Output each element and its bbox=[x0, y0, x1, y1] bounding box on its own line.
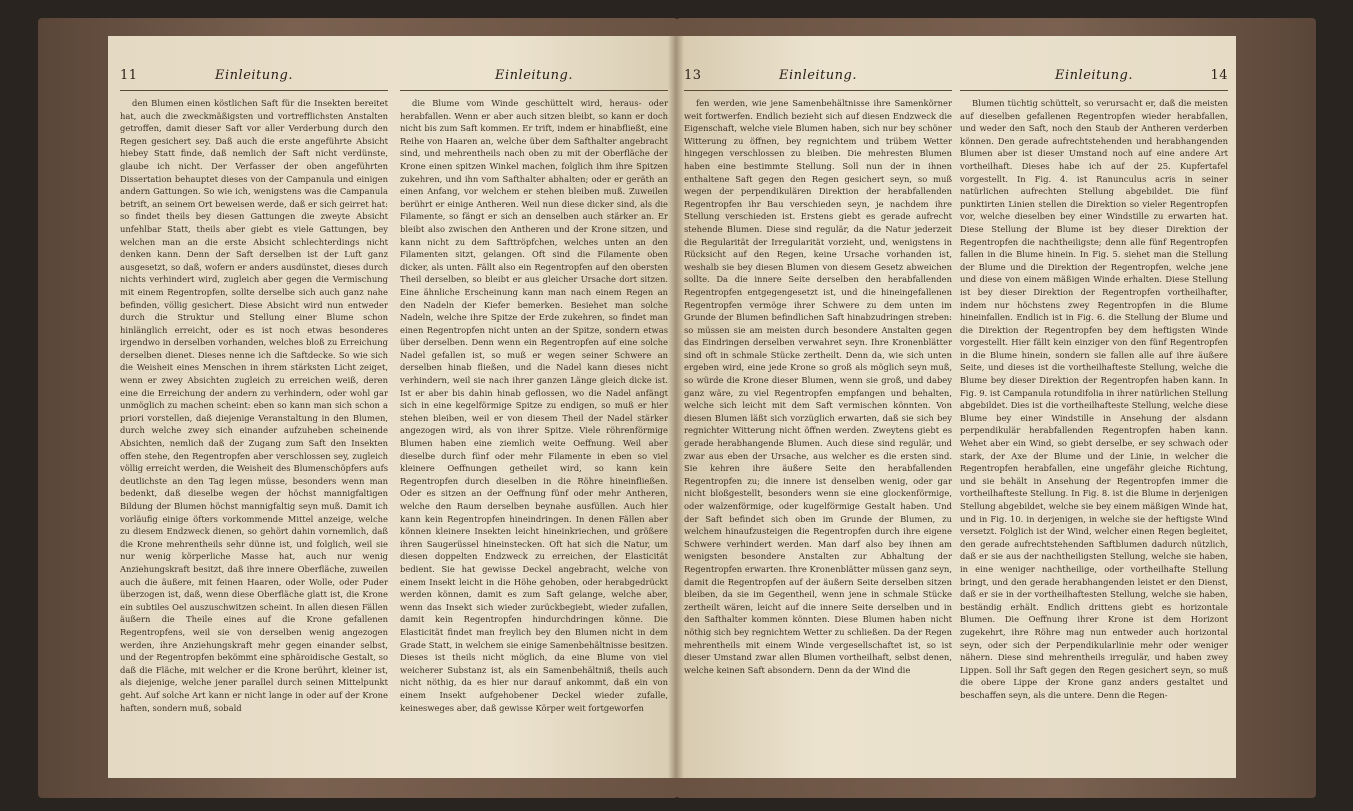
book-gutter bbox=[668, 36, 684, 778]
running-head bbox=[400, 62, 668, 88]
page-number: 11 bbox=[120, 67, 138, 83]
page-body bbox=[120, 97, 388, 745]
page-header: Einleitung. bbox=[495, 67, 573, 83]
page-header: Einleitung. bbox=[1055, 67, 1133, 83]
page-number: 13 bbox=[684, 67, 702, 83]
page-body bbox=[684, 97, 952, 745]
running-head bbox=[960, 62, 1228, 88]
body-text: Blumen tüchtig schüttelt, so verursacht er, daß die meisten auf dieselben gefallenen Regentropfen wieder herabfallen, und weder den Saft, noch den Staub der Antheren verderben können. Den gerade aufrechtstehenden und herabhangenden Blumen aber ist dieser Umstand noch auf eine andere Art vortheilhaft. Dieses habe ich auf der 25. Kupfertafel vorgestellt. In Fig. 4. ist Ranunculus acris in seiner natürlichen aufrechten Stellung abgebildet. Die fünf punktirten Linien stellen die Direktion so vieler Regentropfen vor, welche dieselben bey einer Windstille zu erwarten hat. Diese Stellung der Blume ist bey dieser Direktion der Regentropfen die nachtheiligste; denn alle fünf Regentropfen fallen in die Blume hinein. In Fig. 5. siehet man die Stellung der Blume und die Direktion der Regentropfen, welche jene und diese von einem mäßigen Winde erhalten. Diese Stellung ist bey dieser Direktion der Regentropfen vortheilhafter, indem nur höchstens zwey Regentropfen in die Blume hineinfallen. Endlich ist in Fig. 6. die Stellung der Blume und die Direktion der Regentropfen bey dem heftigsten Winde vorgestellt. Hier fällt kein einziger von den fünf Regentropfen in die Blume hinein, sondern sie fallen alle auf ihre äußere Seite, und dieses ist die vortheilhafteste Stellung, welche die Blume bey dieser Direktion der Regentropfen haben kann. In Fig. 9. ist Campanula rotundifolia in ihrer natürlichen Stellung abgebildet. Dies ist die vortheilhafteste Stellung, welche diese Blume bey einer Windstille in Ansehung der alsdann perpendikulär herabfallenden Regentropfen haben kann. Wehet aber ein Wind, so giebt derselbe, er sey schwach oder stark, der Axe der Blume und der Linie, in welcher die Regentropfen herabfallen, eine ungefähr gleiche Richtung, und sie behält in Ansehung der Regentropfen immer die vortheilhafteste Stellung. In Fig. 8. ist die Blume in derjenigen Stellung abgebildet, welche sie bey einem mäßigen Winde hat, und in Fig. 10. in derjenigen, in welche sie der heftigste Wind versetzt. Folglich ist der Wind, welcher einen Regen begleitet, den gerade aufrechtstehenden Saftblumen dadurch nützlich, daß er sie aus der nachtheiligsten Stellung, welche sie haben, in eine weniger nachtheilige, oder vortheilhafte Stellung bringt, und den gerade herabhangenden leistet er den Dienst, daß er sie in der vortheilhaftesten Stellung, welche sie haben, beständig erhält. Endlich drittens giebt es horizontale Blumen. Die Oeffnung ihrer Krone ist dem Horizont zugekehrt, ihre Röhre mag nun entweder auch horizontal seyn, oder sich der Perpendikularlinie mehr oder weniger nähern. Diese sind mehrentheils irregulär, und haben zwey Lippen. Soll ihr Saft gegen den Regen gesichert seyn, so muß die obere Lippe der Krone ganz anders gestaltet und beschaffen seyn, als die untere. Denn die Regen- bbox=[960, 98, 1228, 700]
right-page bbox=[676, 36, 1236, 778]
column-page-12 bbox=[400, 62, 668, 745]
column-page-14 bbox=[960, 62, 1228, 745]
header-rule bbox=[120, 90, 388, 91]
body-text: fen werden, wie jene Samenbehältnisse ihre Samenkörner weit fortwerfen. Endlich bezieht sich auf diesen Endzweck die Eigenschaft, welche viele Blumen haben, sich nur bey schöner Witterung zu öffnen, bey regnichtem und trübem Wetter hingegen verschlossen zu bleiben. Die mehresten Blumen haben eine bestimmte Stellung. Soll nun der in ihnen enthaltene Saft gegen den Regen gesichert seyn, so muß wegen der perpendikulären Direktion der herabfallenden Regentropfen ihr Bau verschieden seyn, je nachdem ihre Stellung verschieden ist. Erstens giebt es gerade aufrecht stehende Blumen. Diese sind regulär, da die Natur jederzeit die Regularität der Irregularität vorzieht, und, wenigstens in Rücksicht auf den Regen, keine Ursache vorhanden ist, weshalb sie bey diesen Blumen von diesem Gesetz abweichen sollte. Da die innere Seite derselben den herabfallenden Regentropfen entgegengesetzt ist, und die hineingefallenen Regentropfen vermöge ihrer Schwere zu dem unten im Grunde der Blumen befindlichen Saft hinabzudringen streben: so müssen sie am meisten durch besondere Anstalten gegen das Eindringen derselben verwahret seyn. Ihre Kronenblätter sind oft in schmale Stücke zertheilt. Denn da, wie sich unten ergeben wird, eine jede Krone so groß als möglich seyn muß, so würde die Krone dieser Blumen, wenn sie groß, und dabey ganz wäre, zu viel Regentropfen empfangen und behalten, welche sich leicht mit dem Saft vermischen könnten. Von diesen Blumen läßt sich vorzüglich erwarten, daß sie sich bey regnichter Witterung nicht öffnen werden. Zweytens giebt es gerade herabhangende Blumen. Auch diese sind regulär, und zwar aus eben der Ursache, aus welcher es die ersten sind. Sie kehren ihre äußere Seite den herabfallenden Regentropfen zu; die innere ist denselben wenig, oder gar nicht bloßgestellt, besonders wenn sie eine glockenförmige, oder walzenförmige, oder kugelförmige Gestalt haben. Und der Saft befindet sich oben im Grunde der Blumen, zu welchem hinaufzusteigen die Regentropfen durch ihre eigene Schwere verhindert werden. Man darf also bey ihnen am wenigsten besondere Anstalten zur Abhaltung der Regentropfen erwarten. Ihre Kronenblätter müssen ganz seyn, damit die Regentropfen auf der äußern Seite derselben sitzen bleiben, da sie im Gegentheil, wenn jene in schmale Stücke zertheilt wären, leicht auf die innere Seite derselben und in den Safthalter kommen könnten. Diese Blumen haben nicht nöthig sich bey regnichtem Wetter zu schließen. Da der Regen mehrentheils mit einem Winde vergesellschaftet ist, so ist dieser Umstand zwar allen Blumen vortheilhaft, selbst denen, welche keinen Saft absondern. Denn da der Wind die bbox=[684, 98, 952, 675]
header-rule bbox=[684, 90, 952, 91]
page-number: 14 bbox=[1210, 67, 1228, 83]
running-head bbox=[120, 62, 388, 88]
header-rule bbox=[960, 90, 1228, 91]
page-body bbox=[400, 97, 668, 745]
page-body bbox=[960, 97, 1228, 745]
running-head bbox=[684, 62, 952, 88]
page-header: Einleitung. bbox=[779, 67, 857, 83]
left-page bbox=[108, 36, 676, 778]
column-page-13 bbox=[684, 62, 952, 745]
body-text: den Blumen einen köstlichen Saft für die Insekten bereitet hat, auch die zweckmäßigsten und vortrefflichsten Anstalten getroffen, damit dieser Saft vor aller Verderbung durch den Regen gesichert sey. Daß auch die erste angeführte Absicht hiebey Statt finde, daß nemlich der Saft nicht verdünste, glaube ich nicht. Der Verfasser der oben angeführten Dissertation behauptet dieses von der Campanula und einigen andern Gattungen. So wie ich, wenigstens was die Campanula betrift, an seinem Ort beweisen werde, daß er sich geirret hat: so findet theils bey diesen Gattungen die zweyte Absicht unfehlbar Statt, theils aber giebt es viele Gattungen, bey welchen man an die erste Absicht schlechterdings nicht denken kann. Denn der Saft derselben ist der Luft ganz ausgesetzt, so daß, wofern er anders ausdünstet, dieses durch nichts verhindert wird, zugleich aber gegen die Vermischung mit einem Regentropfen, sollte derselbe sich auch ganz nahe befinden, völlig gesichert. Diese Absicht wird nun entweder durch die Struktur und Stellung einer Blume schon hinlänglich erreicht, oder es ist noch etwas besonderes irgendwo in derselben vorhanden, welches bloß zu Erreichung derselben dienet. Dieses nenne ich die Saftdecke. So wie sich die Weisheit eines Menschen in ihrem stärksten Licht zeiget, wenn er zwey Absichten zugleich zu erreichen weiß, deren eine die Erreichung der andern zu verhindern, oder wohl gar unmöglich zu machen scheint: eben so kann man sich schon a priori vorstellen, daß diejenige Veranstaltung in den Blumen, durch welche zwey sich einander aufzuheben scheinende Absichten, nemlich daß der Zugang zum Saft den Insekten offen stehe, den Regentropfen aber verschlossen sey, zugleich völlig erreicht werden, die Weisheit des Blumenschöpfers aufs deutlichste an den Tag legen müsse, besonders wenn man bedenkt, daß dieselbe wegen der höchst mannigfaltigen Bildung der Blumen höchst mannigfaltig seyn muß. Damit ich vorläufig einige öfters vorkommende Mittel anzeige, welche zu diesem Endzweck dienen, so gehört dahin vornemlich, daß die Krone mehrentheils sehr dünne ist, und folglich, weil sie nur wenig körperliche Masse hat, auch nur wenig Anziehungskraft besitzt, daß ihre innere Oberfläche, zuweilen auch die äußere, mit feinen Haaren, oder Wolle, oder Puder überzogen ist, daß, wenn diese Oberfläche glatt ist, die Krone ein subtiles Oel auszuschwitzen scheint. In allen diesen Fällen äußern die Theile eines auf die Krone gefallenen Regentropfens, weil sie von derselben wenig angezogen werden, ihre Anziehungskraft mehr gegen einander selbst, und der Regentropfen bekömmt eine sphäroidische Gestalt, so daß die Fläche, mit welcher er die Krone berührt, kleiner ist, als diejenige, welche jener parallel durch seinen Mittelpunkt geht. Auf solche Art kann er nicht lange in oder auf der Krone haften, sondern muß, sobald bbox=[120, 98, 388, 713]
column-page-11 bbox=[120, 62, 388, 745]
page-header: Einleitung. bbox=[215, 67, 293, 83]
header-rule bbox=[400, 90, 668, 91]
body-text: die Blume vom Winde geschüttelt wird, heraus- oder herabfallen. Wenn er aber auch sitzen bleibt, so kann er doch nicht bis zum Saft kommen. Er trift, indem er hinabfließt, eine Reihe von Haaren an, welche über dem Safthalter angebracht sind, und mehrentheils nach oben zu mit der Oberfläche der Krone einen spitzen Winkel machen, folglich ihm ihre Spitzen zukehren, und ihn vom Safthalter abhalten; oder er geräth an einen Anfang, vor welchem er stehen bleiben muß. Zuweilen berührt er einige Antheren. Weil nun diese dicker sind, als die Filamente, so fängt er sich an denselben auch stärker an. Er bleibt also zwischen den Antheren und der Krone sitzen, und kann nicht zu dem Safttröpfchen, welches unten an den Filamenten sitzt, gelangen. Oft sind die Filamente oben dicker, als unten. Fällt also ein Regentropfen auf den obersten Theil derselben, so bleibt er aus gleicher Ursache dort sitzen. Eine ähnliche Erscheinung kann man nach einem Regen an den Nadeln der Kiefer bemerken. Besiehet man solche Nadeln, welche ihre Spitze der Erde zukehren, so findet man einen Regentropfen nicht unten an der Spitze, sondern etwas über derselben. Denn wenn ein Regentropfen auf eine solche Nadel gefallen ist, so muß er wegen seiner Schwere an derselben hinab fließen, und die Nadel kann dieses nicht verhindern, weil sie nach ihrer ganzen Länge gleich dicke ist. Ist er aber bis dahin hinab geflossen, wo die Nadel anfängt sich in eine kegelförmige Spitze zu endigen, so muß er hier stehen bleiben, weil er von diesem Theil der Nadel stärker angezogen wird, als von ihrer Spitze. Viele röhrenförmige Blumen haben eine ziemlich weite Oeffnung. Weil aber dieselbe durch fünf oder mehr Filamente in eben so viel kleinere Oeffnungen getheilet wird, so kann kein Regentropfen durch dieselben in die Röhre hineinfließen. Oder es sitzen an der Oeffnung fünf oder mehr Antheren, welche den Raum derselben beynahe ausfüllen. Auch hier kann kein Regentropfen hineindringen. In denen Fällen aber können kleinere Insekten leicht hineinkriechen, und größere ihren Saugerüssel hineinstecken. Oft hat sich die Natur, um diesen doppelten Endzweck zu erreichen, der Elasticität bedient. Sie hat gewisse Deckel angebracht, welche von einem Insekt leicht in die Höhe gehoben, oder herabgedrückt werden können, damit es zum Saft gelange, welche aber, wenn das Insekt sich wieder zurückbegiebt, wieder zufallen, damit kein Regentropfen hindurchdringen könne. Die Elasticität findet man freylich bey den Blumen nicht in dem Grade Statt, in welchem sie einige Samenbehältnisse besitzen. Dieses ist theils nicht möglich, da eine Blume von viel weicherer Substanz ist, als ein Samenbehältniß, theils auch nicht nöthig, da es hier nur darauf ankommt, daß ein von einem Insekt aufgehobener Deckel wieder zufalle, keinesweges aber, daß gewisse Körper weit fortgeworfen bbox=[400, 98, 668, 713]
